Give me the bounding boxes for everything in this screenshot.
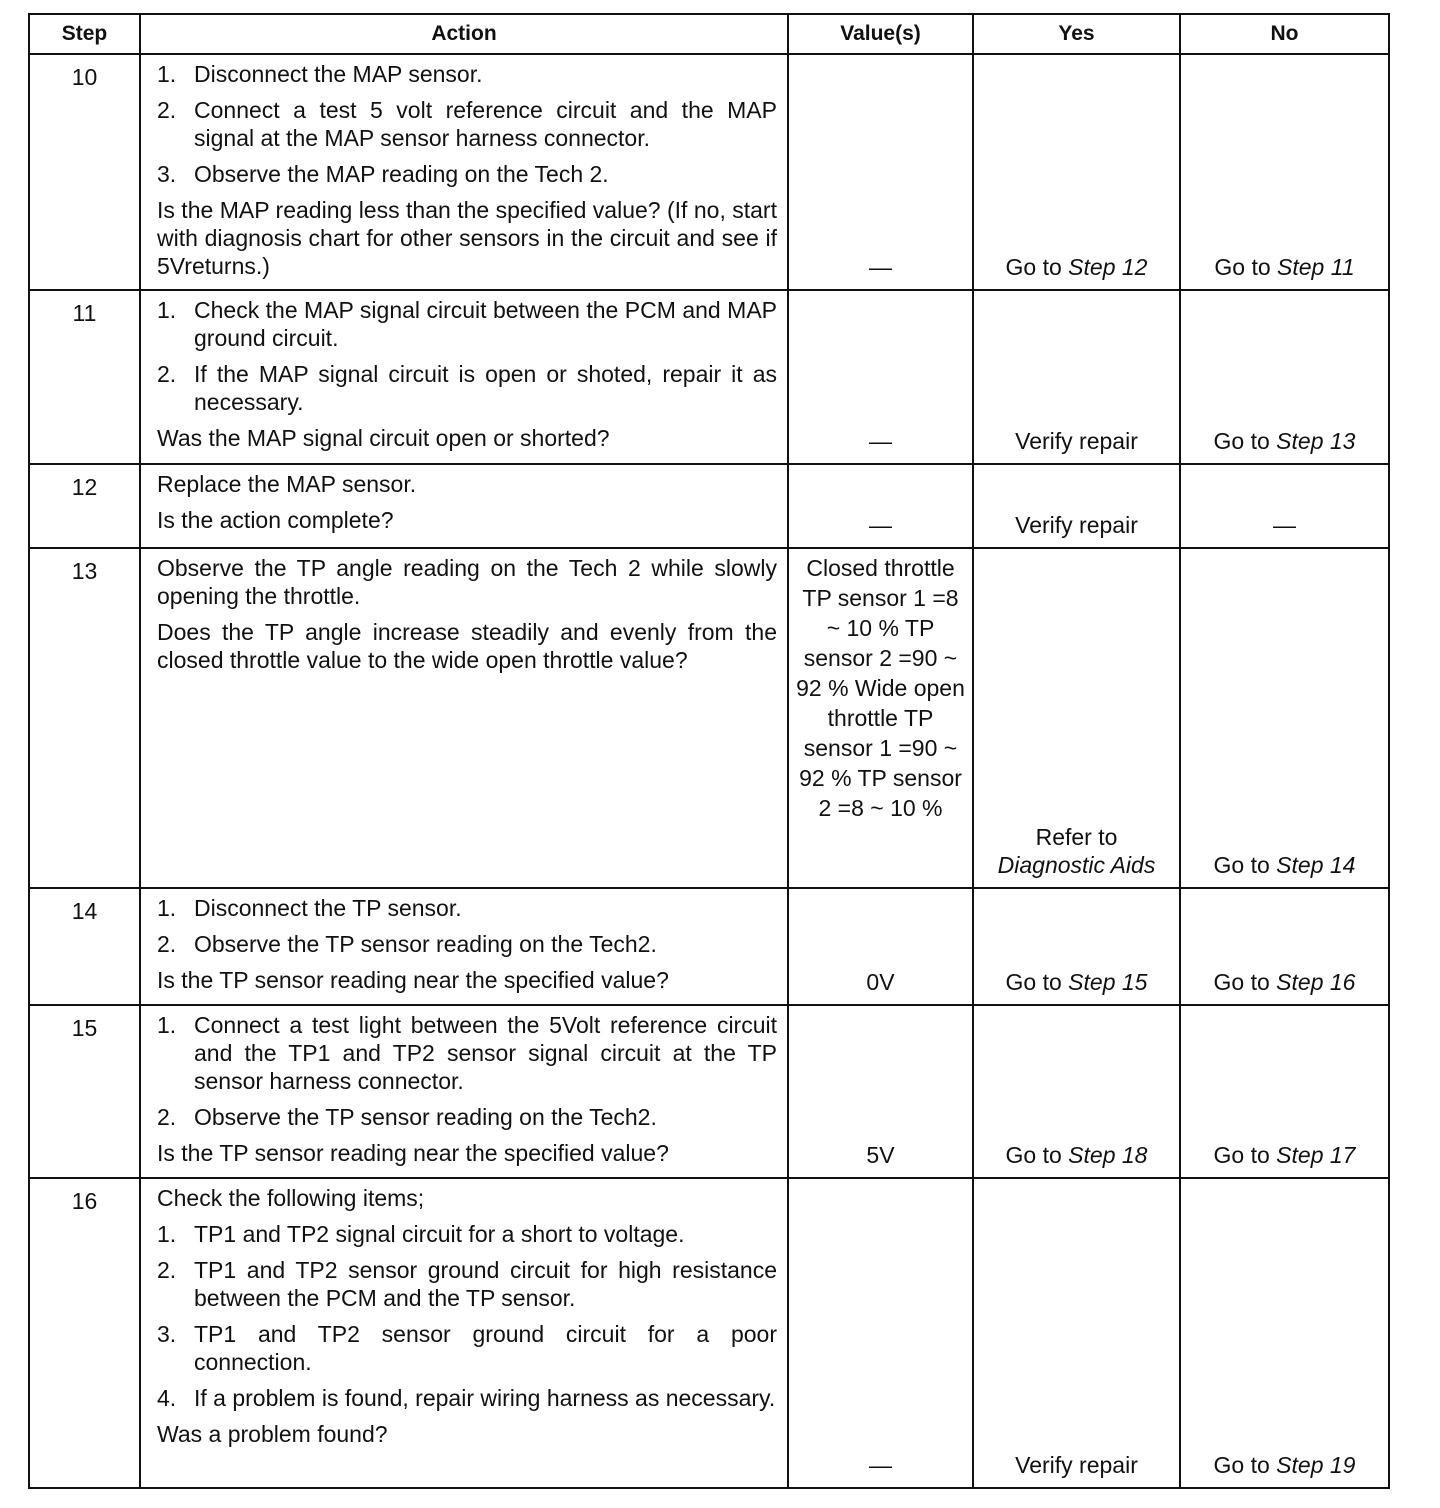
list-item	[157, 1256, 777, 1312]
no-text: Go to	[1213, 969, 1277, 995]
list-item	[157, 1320, 777, 1376]
no-step-reference: Step 17	[1276, 1142, 1356, 1168]
yes-cell	[973, 290, 1180, 464]
header-values: Value(s)	[788, 14, 973, 54]
yes-text: Verify repair	[1015, 512, 1138, 538]
list-item-text: TP1 and TP2 signal circuit for a short to voltage.	[194, 1221, 685, 1247]
list-item	[157, 1384, 777, 1412]
list-item-number: 1.	[157, 895, 177, 921]
yes-step-reference: Diagnostic Aids	[997, 852, 1156, 878]
no-text: Go to	[1213, 852, 1277, 878]
diagnostic-table	[28, 13, 1390, 1489]
action-question: Is the action complete?	[157, 507, 394, 533]
list-item-text: Check the MAP signal circuit between the PCM and MAP ground circuit.	[194, 297, 777, 351]
list-item-text: Disconnect the TP sensor.	[194, 895, 462, 921]
action-list	[157, 1011, 777, 1131]
yes-step-reference: Step 12	[1068, 254, 1148, 280]
yes-cell	[973, 464, 1180, 548]
list-item	[157, 360, 777, 416]
action-list	[157, 60, 777, 188]
table-row	[29, 1005, 1389, 1178]
header-action: Action	[140, 14, 788, 54]
value-cell: Closed throttle TP sensor 1 =8 ~ 10 % TP sensor 2 =90 ~ 92 % Wide open throttle TP sensor 1 =90 ~ 92 % TP sensor 2 =8 ~ 10 %	[788, 548, 973, 888]
no-cell	[1180, 1005, 1389, 1178]
table-row	[29, 290, 1389, 464]
action-paragraph: Replace the MAP sensor.	[157, 471, 417, 497]
list-item-text: Observe the MAP reading on the Tech 2.	[194, 161, 609, 187]
list-item	[157, 894, 777, 922]
value-cell: —	[788, 54, 973, 290]
table-row	[29, 464, 1389, 548]
yes-text: Verify repair	[1015, 428, 1138, 454]
list-item-text: If the MAP signal circuit is open or shoted, repair it as necessary.	[194, 361, 777, 415]
no-step-reference: Step 16	[1276, 969, 1356, 995]
step-number: 10	[29, 54, 140, 290]
no-cell	[1180, 888, 1389, 1005]
no-step-reference: Step 11	[1277, 254, 1355, 280]
yes-step-reference: Step 15	[1068, 969, 1148, 995]
no-cell	[1180, 1178, 1389, 1488]
yes-text: Verify repair	[1015, 1452, 1138, 1478]
action-question: Does the TP angle increase steadily and evenly from the closed throttle value to the wide open throttle value?	[157, 619, 777, 673]
action-cell	[140, 290, 788, 464]
no-text: Go to	[1213, 428, 1277, 454]
yes-cell	[973, 54, 1180, 290]
step-number: 13	[29, 548, 140, 888]
table-row	[29, 888, 1389, 1005]
yes-cell	[973, 1005, 1180, 1178]
list-item-number: 4.	[157, 1385, 177, 1411]
list-item-text: TP1 and TP2 sensor ground circuit for high resistance between the PCM and the TP sensor.	[194, 1257, 777, 1311]
action-paragraph: Observe the TP angle reading on the Tech 2 while slowly opening the throttle.	[157, 555, 777, 609]
step-number: 16	[29, 1178, 140, 1488]
action-question: Was a problem found?	[157, 1421, 388, 1447]
action-cell	[140, 548, 788, 888]
header-step: Step	[29, 14, 140, 54]
list-item-number: 1.	[157, 1012, 177, 1038]
list-item-number: 3.	[157, 161, 177, 187]
step-number: 11	[29, 290, 140, 464]
table-row	[29, 548, 1389, 888]
action-list	[157, 1220, 777, 1412]
value-cell: —	[788, 290, 973, 464]
list-item	[157, 60, 777, 88]
list-item	[157, 160, 777, 188]
action-cell	[140, 1005, 788, 1178]
list-item-text: Disconnect the MAP sensor.	[194, 61, 483, 87]
list-item	[157, 1103, 777, 1131]
value-cell: 5V	[788, 1005, 973, 1178]
step-number: 12	[29, 464, 140, 548]
action-question: Is the TP sensor reading near the specified value?	[157, 1140, 669, 1166]
list-item-number: 2.	[157, 1104, 177, 1130]
header-no: No	[1180, 14, 1389, 54]
action-cell	[140, 464, 788, 548]
table-body	[29, 54, 1389, 1488]
table-row	[29, 54, 1389, 290]
list-item-number: 3.	[157, 1321, 177, 1347]
yes-text: Refer to	[1035, 824, 1118, 850]
header-row	[29, 14, 1389, 54]
no-step-reference: Step 13	[1276, 428, 1356, 454]
action-cell	[140, 1178, 788, 1488]
action-list	[157, 894, 777, 958]
value-cell: —	[788, 1178, 973, 1488]
action-paragraph: Check the following items;	[157, 1185, 425, 1211]
list-item-number: 2.	[157, 97, 177, 123]
list-item-number: 2.	[157, 361, 177, 387]
list-item-number: 1.	[157, 1221, 177, 1247]
list-item	[157, 1220, 777, 1248]
action-cell	[140, 54, 788, 290]
yes-cell	[973, 888, 1180, 1005]
action-question: Was the MAP signal circuit open or shorted?	[157, 425, 610, 451]
list-item	[157, 930, 777, 958]
no-cell	[1180, 290, 1389, 464]
action-question: Is the MAP reading less than the specified value? (If no, start with diagnosis chart for other sensors in the circuit and see if 5Vreturns.)	[157, 197, 777, 279]
action-list	[157, 296, 777, 416]
list-item	[157, 1011, 777, 1095]
action-question: Is the TP sensor reading near the specified value?	[157, 967, 669, 993]
value-cell: —	[788, 464, 973, 548]
yes-step-reference: Step 18	[1068, 1142, 1148, 1168]
table-row	[29, 1178, 1389, 1488]
list-item-text: TP1 and TP2 sensor ground circuit for a poor connection.	[194, 1321, 777, 1375]
action-cell	[140, 888, 788, 1005]
no-text: Go to	[1213, 1142, 1277, 1168]
list-item-number: 2.	[157, 931, 177, 957]
no-cell	[1180, 548, 1389, 888]
yes-cell	[973, 1178, 1180, 1488]
list-item-text: Connect a test 5 volt reference circuit and the MAP signal at the MAP sensor harness connector.	[194, 97, 777, 151]
yes-text: Go to	[1005, 1142, 1069, 1168]
no-text: —	[1273, 512, 1296, 538]
step-number: 14	[29, 888, 140, 1005]
no-step-reference: Step 19	[1276, 1452, 1356, 1478]
list-item-text: Observe the TP sensor reading on the Tech2.	[194, 931, 657, 957]
list-item	[157, 96, 777, 152]
list-item	[157, 296, 777, 352]
step-number: 15	[29, 1005, 140, 1178]
list-item-text: Connect a test light between the 5Volt reference circuit and the TP1 and TP2 sensor signal circuit at the TP sensor harness connector.	[194, 1012, 777, 1094]
yes-cell	[973, 548, 1180, 888]
no-text: Go to	[1214, 254, 1278, 280]
no-cell	[1180, 54, 1389, 290]
list-item-number: 1.	[157, 61, 177, 87]
list-item-number: 2.	[157, 1257, 177, 1283]
list-item-number: 1.	[157, 297, 177, 323]
no-cell	[1180, 464, 1389, 548]
yes-text: Go to	[1005, 969, 1069, 995]
yes-text: Go to	[1005, 254, 1069, 280]
list-item-text: Observe the TP sensor reading on the Tech2.	[194, 1104, 657, 1130]
list-item-text: If a problem is found, repair wiring harness as necessary.	[194, 1385, 776, 1411]
header-yes: Yes	[973, 14, 1180, 54]
no-text: Go to	[1213, 1452, 1277, 1478]
value-cell: 0V	[788, 888, 973, 1005]
no-step-reference: Step 14	[1276, 852, 1356, 878]
